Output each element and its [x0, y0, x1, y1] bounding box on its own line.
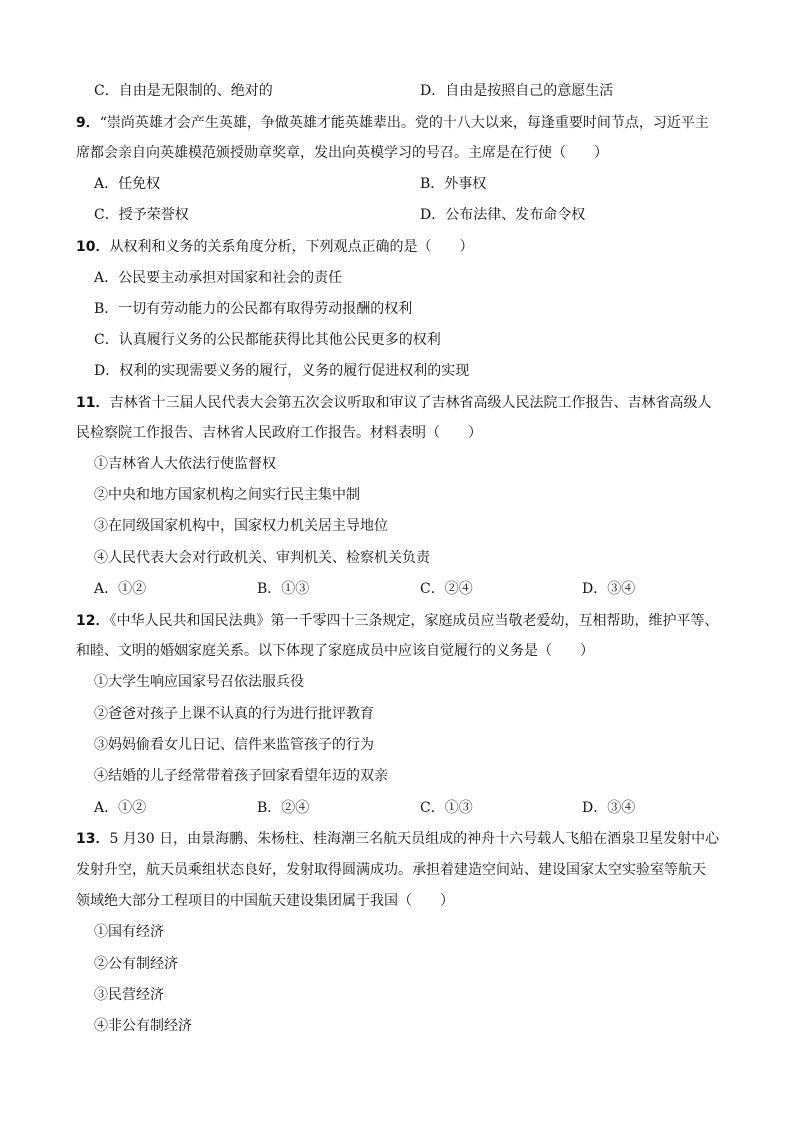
q12-statement-2: ②爸爸对孩子上课不认真的行为进行批评教育 [94, 706, 374, 722]
question-9-stem-line-2: 席都会亲自向英雄模范颁授勋章奖章，发出向英模学习的号召。主席是在行使（ ） [76, 145, 608, 161]
question-number: 11． [76, 395, 110, 411]
q11-statement-1: ①吉林省人大依法行使监督权 [94, 456, 276, 472]
question-text: 5 月30 日，由景海鹏、朱杨柱、桂海潮三名航天员组成的神舟十六号载人飞船在酒泉卫星发射中心 [109, 831, 720, 847]
q12-statement-1: ①大学生响应国家号召依法服兵役 [94, 674, 304, 690]
q11-option-a: A．①② [94, 581, 147, 597]
question-number: 10． [76, 239, 110, 255]
q8-option-d: D．自由是按照自己的意愿生活 [420, 83, 614, 99]
question-13-stem-line-1 [76, 829, 719, 849]
q11-option-b: B．①③ [257, 581, 310, 597]
q13-statement-2: ②公有制经济 [94, 956, 178, 972]
q13-statement-1: ①国有经济 [94, 924, 164, 940]
q11-statement-3: ③在同级国家机构中，国家权力机关居主导地位 [94, 518, 388, 534]
q10-option-a: A．公民要主动承担对国家和社会的责任 [94, 270, 343, 286]
q9-option-a: A．任免权 [94, 176, 161, 192]
question-13-stem-line-2: 发射升空，航天员乘组状态良好，发射取得圆满成功。承担着建造空间站、建设国家太空实验室等航天 [76, 862, 706, 878]
question-text: 从权利和义务的关系角度分析，下列观点正确的是（ ） [109, 239, 474, 255]
question-9-stem-line-1 [76, 113, 709, 133]
q13-statement-3: ③民营经济 [94, 987, 164, 1003]
q10-option-c: C．认真履行义务的公民都能获得比其他公民更多的权利 [94, 332, 441, 348]
q10-option-d: D．权利的实现需要义务的履行，义务的履行促进权利的实现 [94, 363, 470, 379]
question-11-stem-line-1 [76, 393, 711, 413]
question-text: 《中华人民共和国民法典》第一千零四十三条规定，家庭成员应当敬老爱幼，互相帮助，维护平等、 [109, 613, 719, 629]
q12-statement-3: ③妈妈偷看女儿日记、信件来监管孩子的行为 [94, 737, 374, 753]
q12-option-c: C．①③ [420, 800, 473, 816]
q9-option-c: C．授予荣誉权 [94, 207, 189, 223]
q12-option-b: B．②④ [257, 800, 310, 816]
q10-option-b: B．一切有劳动能力的公民都有取得劳动报酬的权利 [94, 301, 413, 317]
q8-option-c: C．自由是无限制的、绝对的 [94, 83, 273, 99]
q11-option-d: D．③④ [582, 581, 636, 597]
q12-statement-4: ④结婚的儿子经常带着孩子回家看望年迈的双亲 [94, 768, 388, 784]
question-12-stem-line-1 [76, 611, 718, 631]
q9-option-d: D．公布法律、发布命令权 [420, 207, 586, 223]
q11-option-c: C．②④ [420, 581, 473, 597]
q11-statement-2: ②中央和地方国家机构之间实行民主集中制 [94, 487, 360, 503]
question-number: 12． [76, 613, 110, 629]
question-11-stem-line-2: 民检察院工作报告、吉林省人民政府工作报告。材料表明（ ） [76, 425, 482, 441]
q11-statement-4: ④人民代表大会对行政机关、审判机关、检察机关负责 [94, 550, 430, 566]
question-12-stem-line-2: 和睦、文明的婚姻家庭关系。以下体现了家庭成员中应该自觉履行的义务是（ ） [76, 643, 594, 659]
q12-option-d: D．③④ [582, 800, 636, 816]
question-number: 13． [76, 831, 110, 847]
question-text: “崇尚英雄才会产生英雄，争做英雄才能英雄辈出。党的十八大以来，每逢重要时间节点，习近平主 [99, 115, 709, 131]
question-number: 9． [76, 115, 100, 131]
q9-option-b: B．外事权 [420, 176, 487, 192]
q12-option-a: A．①② [94, 800, 147, 816]
question-10-stem [76, 237, 473, 257]
question-13-stem-line-3: 领域绝大部分工程项目的中国航天建设集团属于我国（ ） [76, 893, 454, 909]
question-text: 吉林省十三届人民代表大会第五次会议听取和审议了吉林省高级人民法院工作报告、吉林省高级人 [109, 395, 712, 411]
q13-statement-4: ④非公有制经济 [94, 1018, 192, 1034]
